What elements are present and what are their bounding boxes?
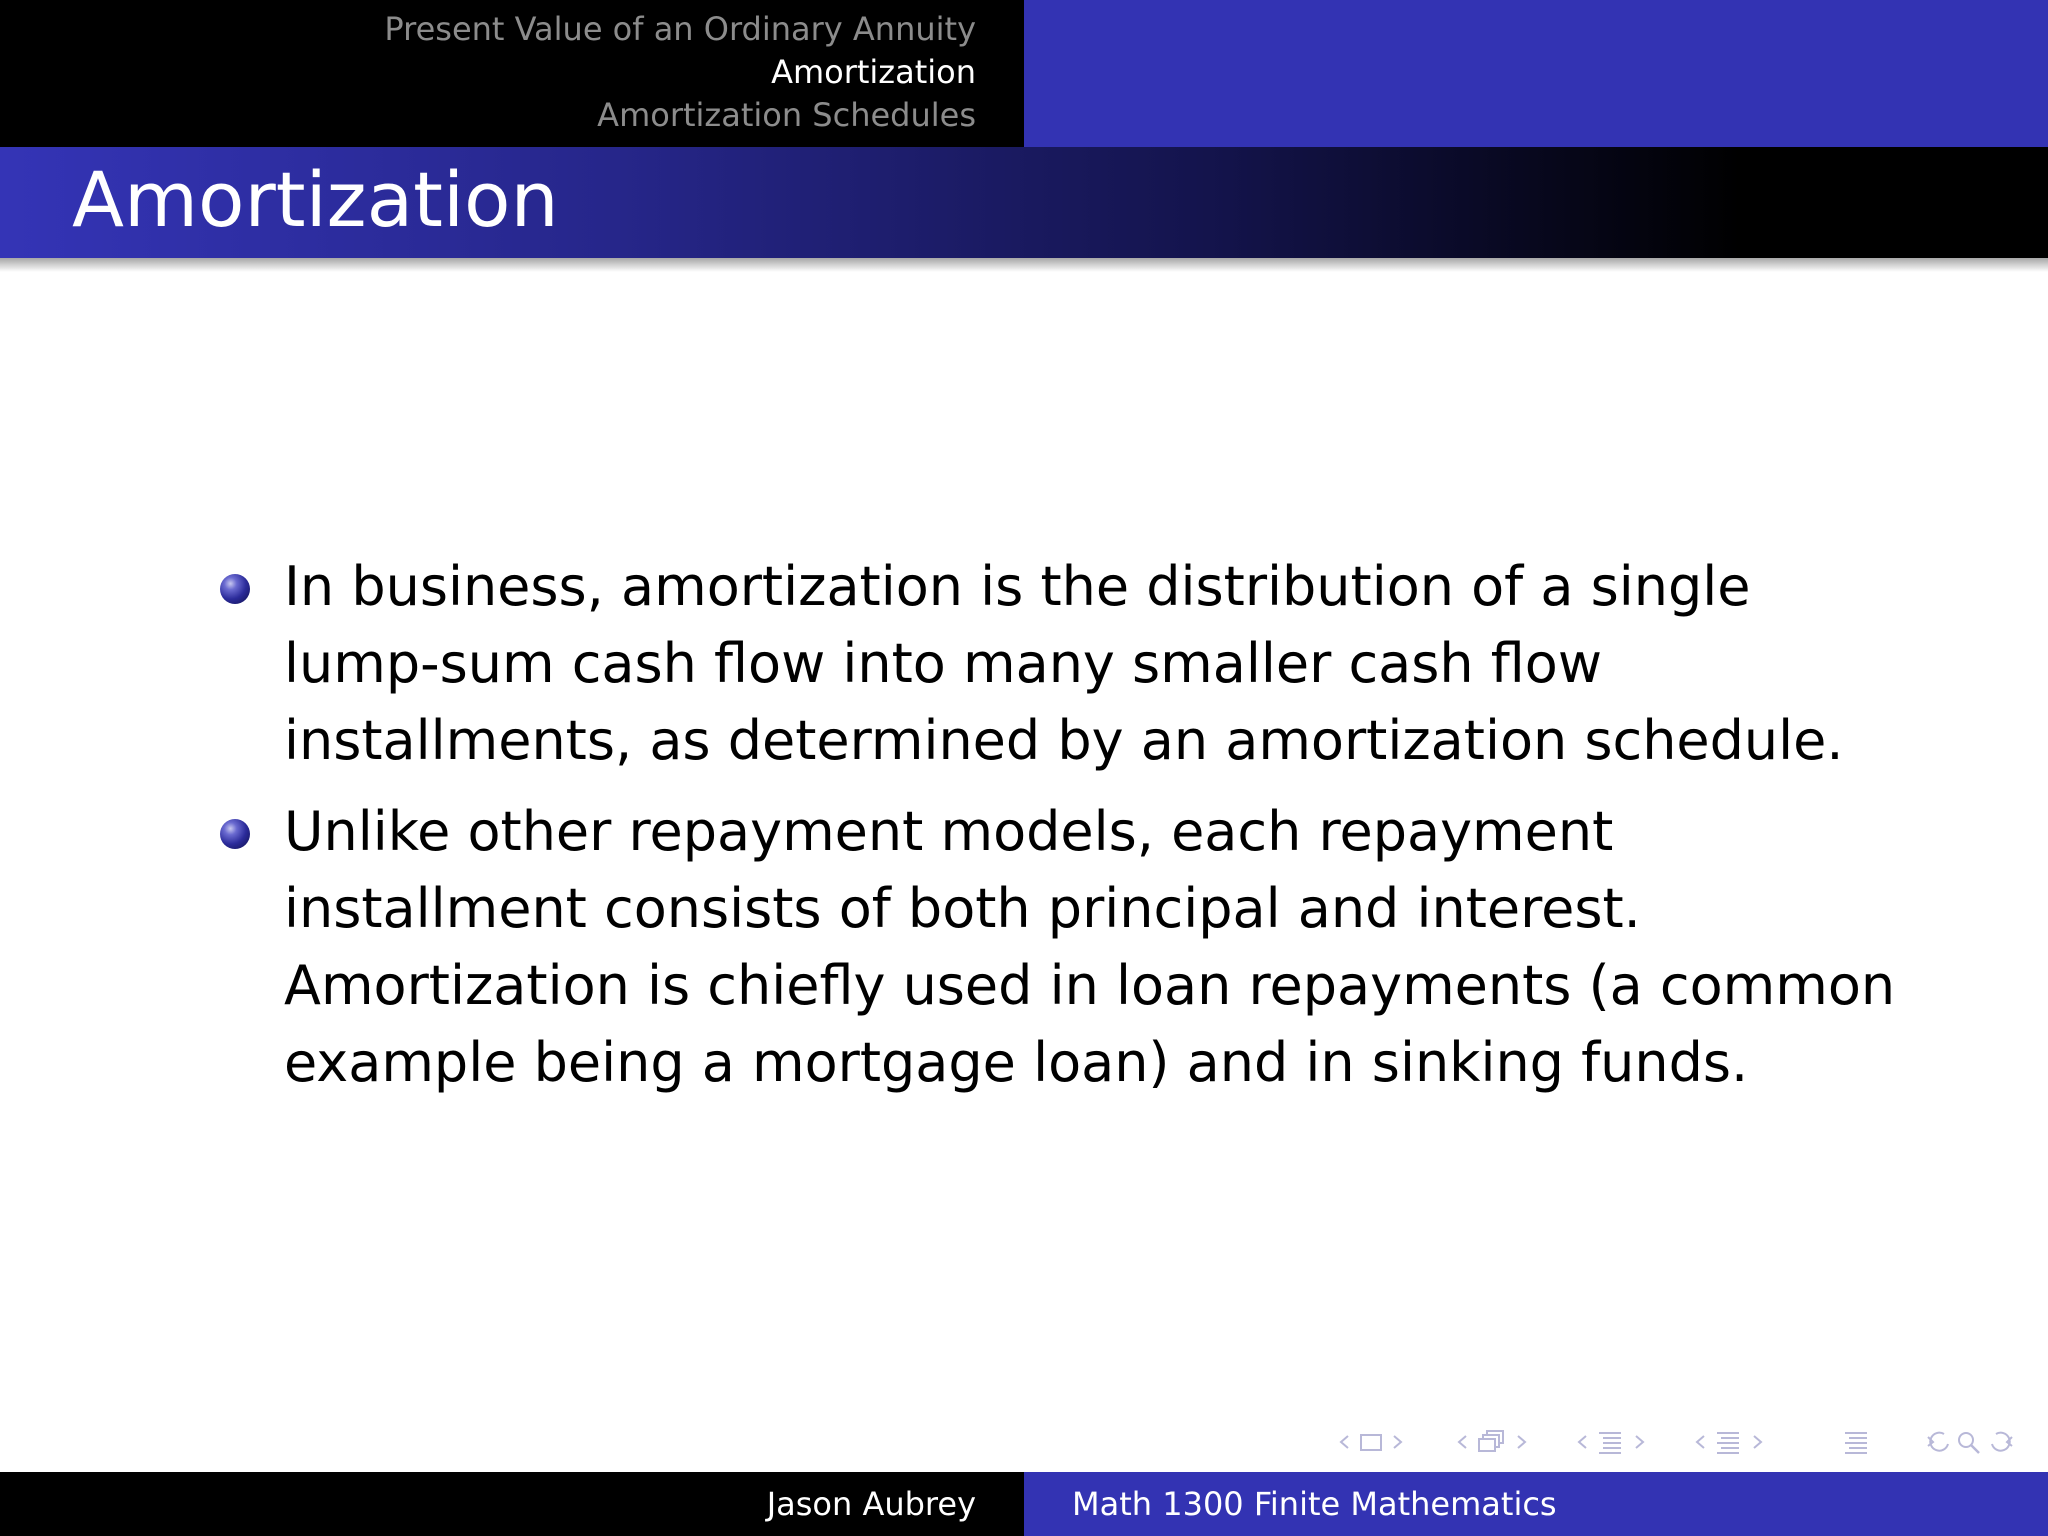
footer-title-panel: [1024, 1472, 2048, 1536]
subsection-icon[interactable]: [1596, 1422, 1626, 1462]
next-section-icon[interactable]: [1752, 1422, 1764, 1462]
footer-author: Jason Aubrey: [766, 1485, 976, 1523]
undo-icon[interactable]: [1924, 1422, 1954, 1462]
section-icon[interactable]: [1714, 1422, 1744, 1462]
section-list: [384, 8, 1024, 137]
bullet-ball-icon: [220, 819, 250, 849]
next-slide-icon[interactable]: [1392, 1422, 1404, 1462]
bullet-item: [216, 548, 1916, 779]
footer-course-title: Math 1300 Finite Mathematics: [1072, 1485, 1557, 1523]
bullet-item: [216, 793, 1916, 1101]
prev-frame-icon[interactable]: [1456, 1422, 1468, 1462]
section-link-present-value[interactable]: Present Value of an Ordinary Annuity: [384, 10, 976, 48]
frame-title-bar: [0, 147, 2048, 258]
footer-author-panel: [0, 1472, 1024, 1536]
prev-section-icon[interactable]: [1694, 1422, 1706, 1462]
prev-subsection-icon[interactable]: [1576, 1422, 1588, 1462]
next-subsection-icon[interactable]: [1634, 1422, 1646, 1462]
navigation-symbols: [1320, 1422, 2040, 1462]
appendix-icon[interactable]: [1842, 1422, 1872, 1462]
header-right-panel: [1024, 0, 2048, 147]
next-frame-icon[interactable]: [1516, 1422, 1528, 1462]
frame-icon[interactable]: [1476, 1422, 1508, 1462]
section-navigation: [0, 0, 1024, 147]
bullet-text: In business, amortization is the distribution of a single lump-sum cash flow into many smaller cash flow installments, as determined by an amortization schedule.: [284, 555, 1844, 772]
prev-slide-icon[interactable]: [1338, 1422, 1350, 1462]
search-icon[interactable]: [1954, 1422, 1984, 1462]
bullet-text: Unlike other repayment models, each repayment installment consists of both principal and interest. Amortization is chiefly used in loan repayments (a common example being a mortgage loan) and in sinking funds.: [284, 800, 1896, 1094]
bullet-ball-icon: [220, 574, 250, 604]
slide-icon[interactable]: [1358, 1422, 1384, 1462]
section-link-amortization-schedules[interactable]: Amortization Schedules: [597, 96, 976, 134]
slide-content: [216, 548, 1916, 1115]
title-shadow: [0, 258, 2048, 272]
frame-title: Amortization: [72, 155, 559, 244]
section-link-amortization[interactable]: Amortization: [771, 53, 976, 91]
redo-icon[interactable]: [1986, 1422, 2016, 1462]
